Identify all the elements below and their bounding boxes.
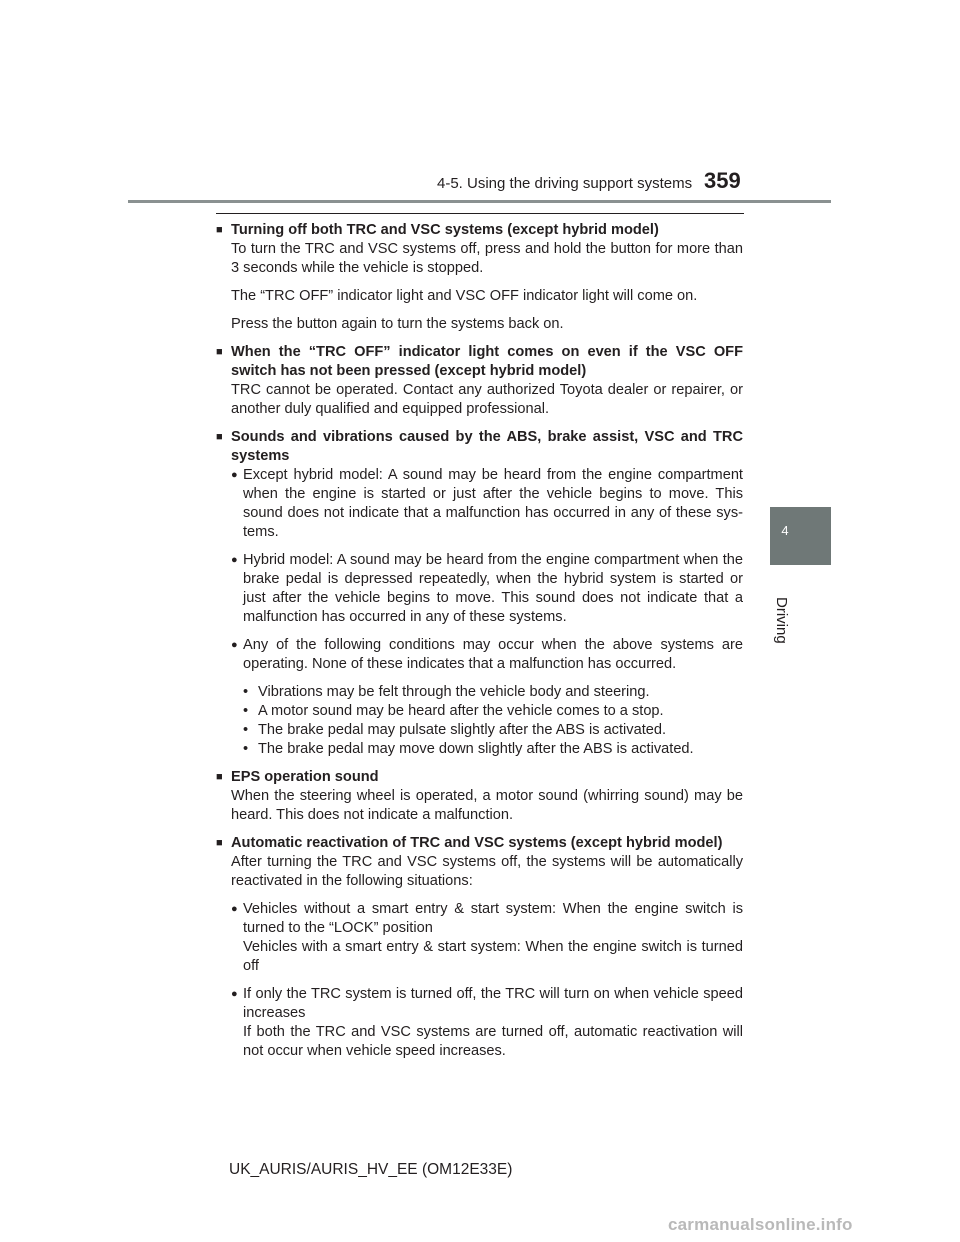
circle-bullet-icon: ●: [231, 469, 238, 481]
dot-bullet-icon: •: [243, 703, 249, 719]
sub-list-item: [243, 721, 743, 740]
paragraph: Press the button again to turn the systems back on.: [231, 316, 564, 332]
list-item-text: Any of the following conditions may occur when the above systems are operating. None of these indicates that a malfunction has occurred.: [243, 637, 743, 672]
chapter-tab-label: Driving: [773, 597, 790, 644]
circle-bullet-icon: ●: [231, 554, 238, 566]
paragraph: The “TRC OFF” indicator light and VSC OFF indicator light will come on.: [231, 288, 698, 304]
list-item: [231, 636, 743, 674]
square-bullet-icon: ■: [216, 771, 223, 783]
section-trc-off-indicator: [216, 343, 743, 419]
heading-text: When the “TRC OFF” indicator light comes on even if the VSC OFF switch has not been pressed (except hybrid model): [231, 344, 743, 379]
paragraph: After turning the TRC and VSC systems off, the systems will be automatically reactivated in the following situations:: [231, 854, 743, 889]
watermark: carmanualsonline.info: [668, 1215, 853, 1234]
sub-list-item-text: Vibrations may be felt through the vehicle body and steering.: [258, 684, 650, 700]
section-heading: [216, 343, 743, 381]
heading-text: Turning off both TRC and VSC systems (except hybrid model): [231, 222, 659, 238]
section-heading: [216, 428, 743, 466]
sub-list: [243, 683, 743, 759]
heading-text: Sounds and vibrations caused by the ABS, brake assist, VSC and TRC systems: [231, 429, 743, 464]
sub-list-item-text: The brake pedal may pulsate slightly after the ABS is activated.: [258, 722, 667, 738]
section-heading: [216, 221, 743, 240]
section-eps-sound: [216, 768, 743, 825]
sub-list-item: [243, 740, 743, 759]
sub-list-item: [243, 683, 743, 702]
section-trc-vsc-off: [216, 221, 743, 334]
square-bullet-icon: ■: [216, 224, 223, 236]
list-item-text: [243, 985, 743, 1061]
list-item-text: Except hybrid model: A sound may be heard from the engine compartment when the engine is started or just after the vehicle begins to move. This sound does not indicate that a malfunction has occurred in any of these sys-tems.: [243, 467, 743, 540]
list-item-text: Hybrid model: A sound may be heard from the engine compartment when the brake pedal is depressed repeatedly, when the hybrid system is started or just after the vehicle begins to move. This sound does not indicate that a malfunction has occurred in any of these systems.: [243, 552, 743, 625]
square-bullet-icon: ■: [216, 431, 223, 443]
circle-bullet-icon: ●: [231, 903, 238, 915]
sub-list-item: [243, 702, 743, 721]
dot-bullet-icon: •: [243, 741, 249, 757]
dot-bullet-icon: •: [243, 684, 249, 700]
square-bullet-icon: ■: [216, 837, 223, 849]
list-item: [231, 466, 743, 542]
header-section-title: 4-5. Using the driving support systems: [437, 175, 693, 192]
section-heading: [216, 768, 743, 787]
list-item-text: [243, 900, 743, 976]
header-divider: [128, 200, 831, 203]
content-divider: [216, 213, 744, 214]
heading-text: Automatic reactivation of TRC and VSC systems (except hybrid model): [231, 835, 723, 851]
list-item: [231, 551, 743, 627]
square-bullet-icon: ■: [216, 346, 223, 358]
section-sounds-vibrations: [216, 428, 743, 759]
dot-bullet-icon: •: [243, 722, 249, 738]
page-number: 359: [704, 168, 741, 193]
circle-bullet-icon: ●: [231, 639, 238, 651]
circle-bullet-icon: ●: [231, 988, 238, 1000]
page-content: [216, 221, 743, 1070]
list-item: [231, 985, 743, 1061]
heading-text: EPS operation sound: [231, 769, 379, 785]
sub-list-item-text: A motor sound may be heard after the vehicle comes to a stop.: [258, 703, 664, 719]
list-item-line: If only the TRC system is turned off, the TRC will turn on when vehicle speed increases: [243, 986, 743, 1021]
section-auto-reactivation: [216, 834, 743, 1061]
section-heading: [216, 834, 743, 853]
list-item-line: If both the TRC and VSC systems are turned off, automatic reactivation will not occur when vehicle speed increases.: [243, 1024, 743, 1059]
paragraph: To turn the TRC and VSC systems off, press and hold the button for more than 3 seconds while the vehicle is stopped.: [231, 241, 743, 276]
paragraph: TRC cannot be operated. Contact any authorized Toyota dealer or repairer, or another duly qualified and equipped professional.: [231, 382, 743, 417]
list-item: [231, 900, 743, 976]
footer-model-code: UK_AURIS/AURIS_HV_EE (OM12E33E): [229, 1161, 513, 1178]
list-item-line: Vehicles with a smart entry & start system: When the engine switch is turned off: [243, 939, 743, 974]
sub-list-item-text: The brake pedal may move down slightly after the ABS is activated.: [258, 741, 694, 757]
paragraph: When the steering wheel is operated, a motor sound (whirring sound) may be heard. This does not indicate a malfunction.: [231, 788, 743, 823]
list-item-line: Vehicles without a smart entry & start system: When the engine switch is turned to the “LOCK” position: [243, 901, 743, 936]
chapter-tab-number: 4: [781, 523, 789, 538]
